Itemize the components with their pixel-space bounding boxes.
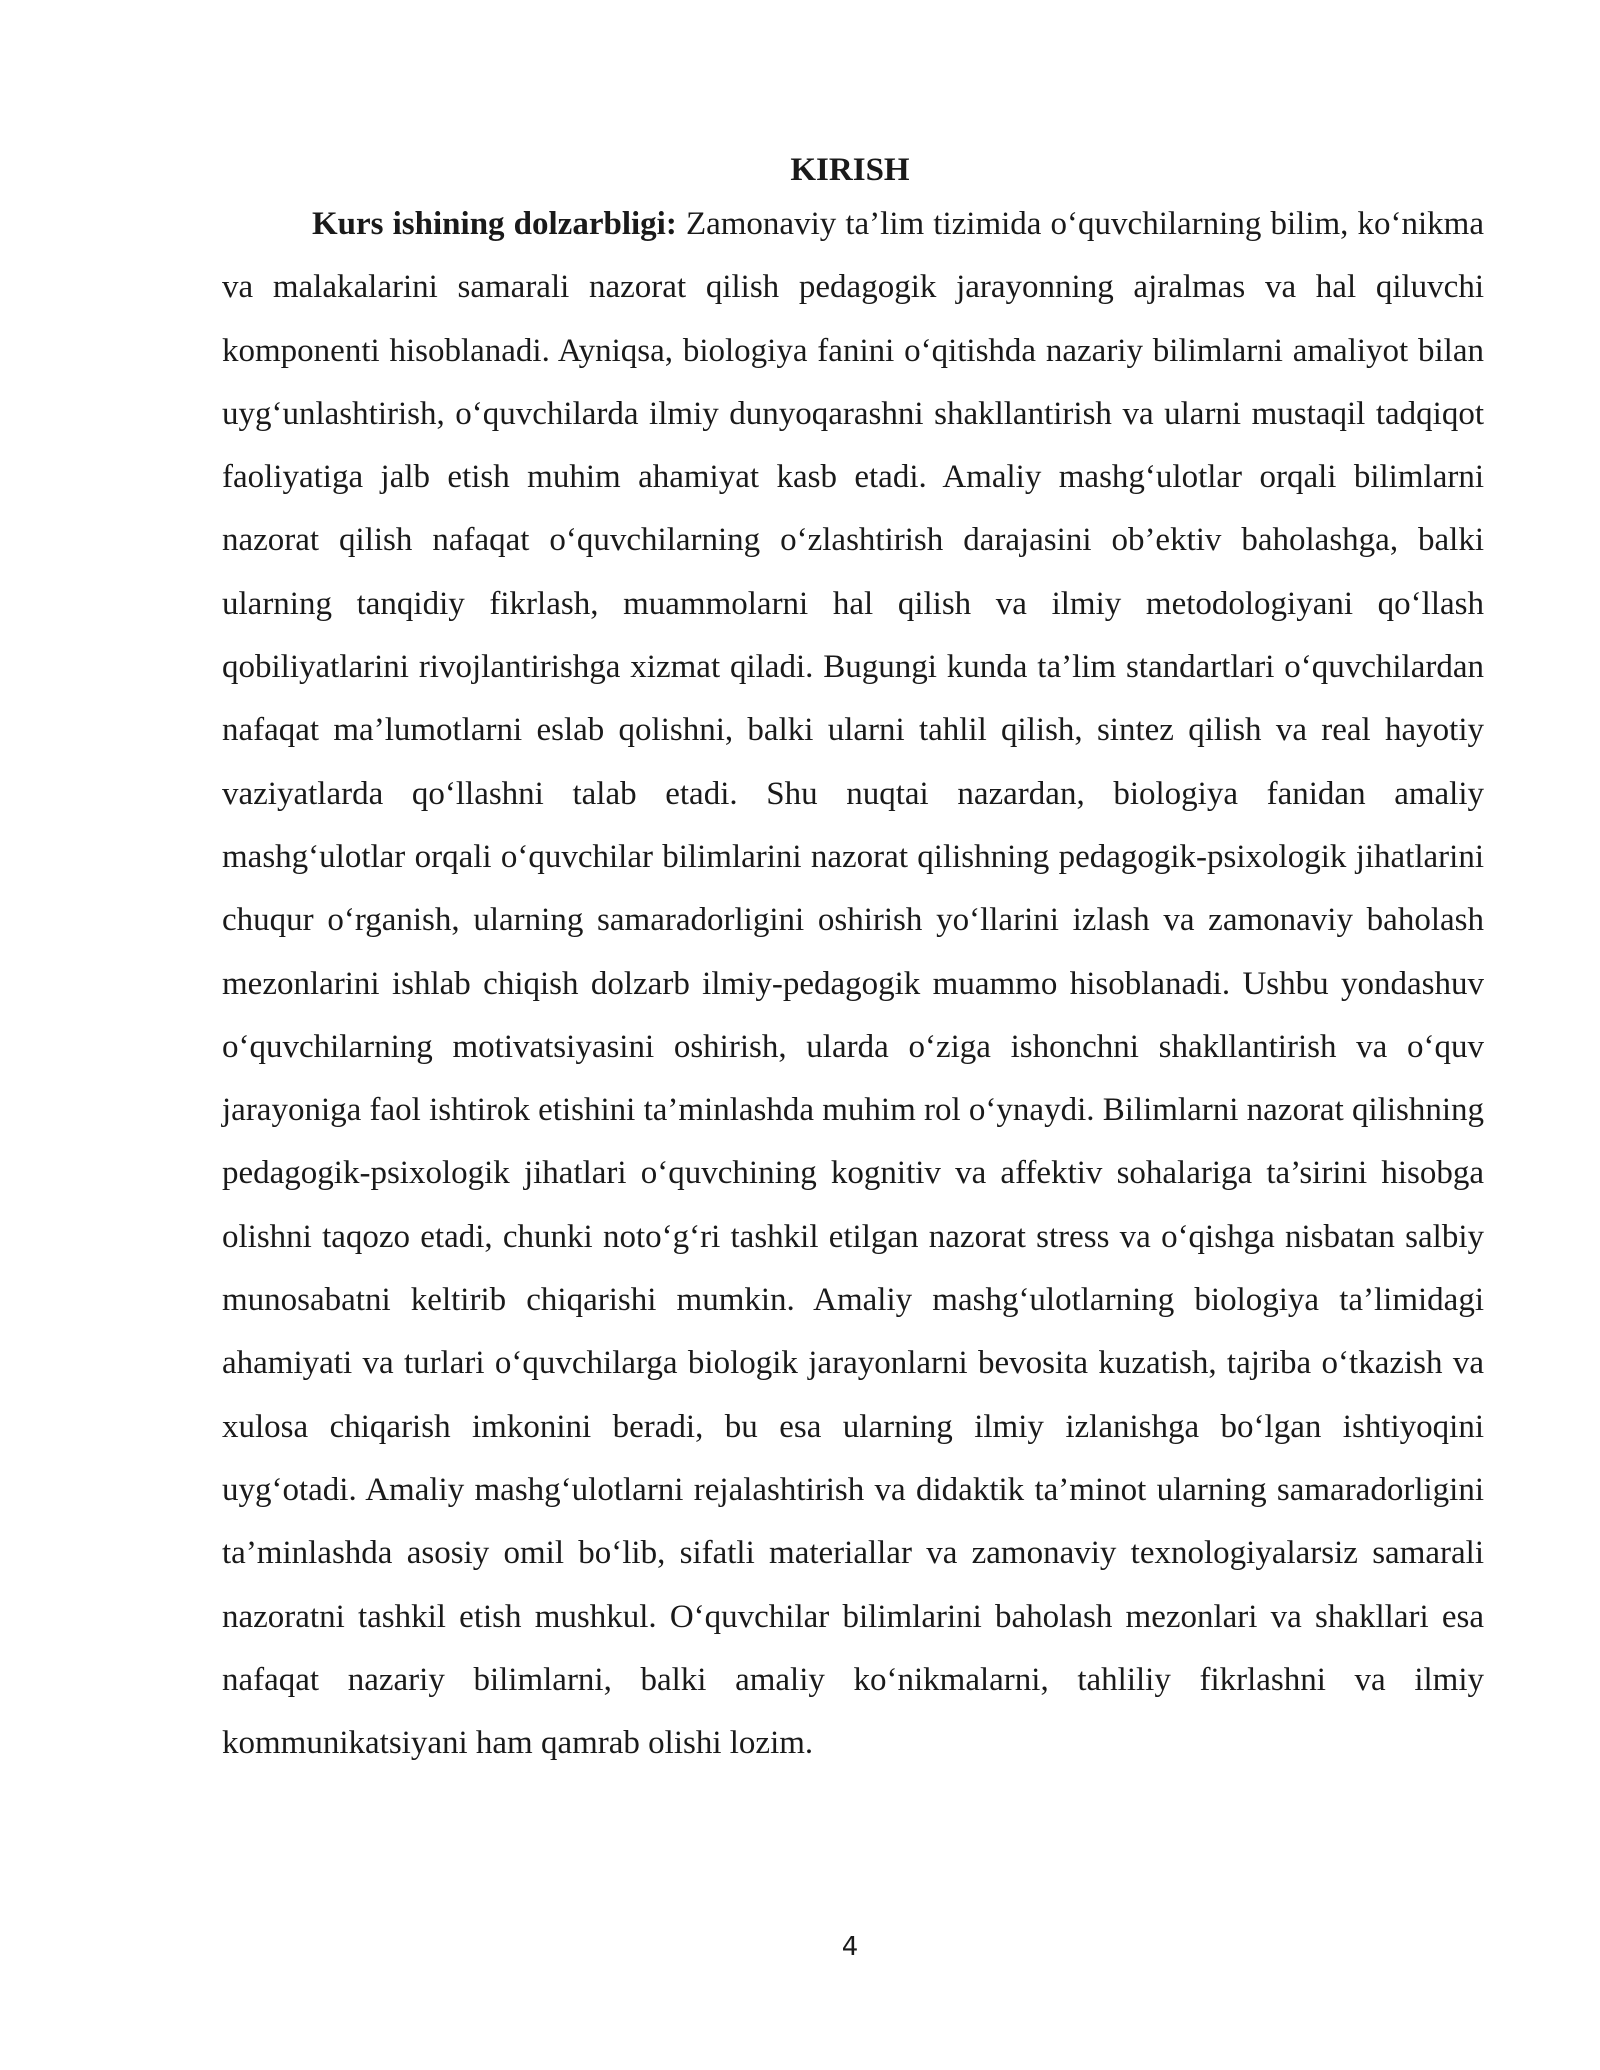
paragraph-lead: Kurs ishining dolzarbligi: [312,206,677,242]
paragraph-text: Zamonaviy ta’lim tizimida o‘quvchilarning bilim, ko‘nikma va malakalarini samarali nazorat qilish pedagogik jarayonning ajralmas va hal qiluvchi komponenti hisoblanadi. Ayniqsa, biologiya fanini o‘qitishda nazariy bilimlarni amaliyot bilan uyg‘unlashtirish, o‘quvchilarda ilmiy dunyoqarashni shakllantirish va ularni mustaqil tadqiqot faoliyatiga jalb etish muhim ahamiyat kasb etadi. Amaliy mashg‘ulotlar orqali bilimlarni nazorat qilish nafaqat o‘quvchilarning o‘zlashtirish darajasini ob’ektiv baholashga, balki ularning tanqidiy fikrlash, muammolarni hal qilish va ilmiy metodologiyani qo‘llash qobiliyatlarini rivojlantirishga xizmat qiladi. Bugungi kunda ta’lim standartlari o‘quvchilardan nafaqat ma’lumotlarni eslab qolishni, balki ularni tahlil qilish, sintez qilish va real hayotiy vaziyatlarda qo‘llashni talab etadi. Shu nuqtai nazardan, biologiya fanidan amaliy mashg‘ulotlar orqali o‘quvchilar bilimlarini nazorat qilishning pedagogik-psixologik jihatlarini chuqur o‘rganish, ularning samaradorligini oshirish yo‘llarini izlash va zamonaviy baholash mezonlarini ishlab chiqish dolzarb ilmiy-pedagogik muammo hisoblanadi. Ushbu yondashuv o‘quvchilarning motivatsiyasini oshirish, ularda o‘ziga ishonchni shakllantirish va o‘quv jarayoniga faol ishtirok etishini ta’minlashda muhim rol o‘ynaydi. Bilimlarni nazorat qilishning pedagogik-psixologik jihatlari o‘quvchining kognitiv va affektiv sohalariga ta’sirini hisobga olishni taqozo etadi, chunki noto‘g‘ri tashkil etilgan nazorat stress va o‘qishga nisbatan salbiy munosabatni keltirib chiqarishi mumkin. Amaliy mashg‘ulotlarning biologiya ta’limidagi ahamiyati va turlari o‘quvchilarga biologik jarayonlarni bevosita kuzatish, tajriba o‘tkazish va xulosa chiqarish imkonini beradi, bu esa ularning ilmiy izlanishga bo‘lgan ishtiyoqini uyg‘otadi. Amaliy mashg‘ulotlarni rejalashtirish va didaktik ta’minot ularning samaradorligini ta’minlashda asosiy omil bo‘lib, sifatli materiallar va zamonaviy texnologiyalarsiz samarali nazoratni tashkil etish mushkul. O‘quvchilar bilimlarini baholash mezonlari va shakllari esa nafaqat nazariy bilimlarni, balki amaliy ko‘nikmalarni, tahliliy fikrlashni va ilmiy kommunikatsiyani ham qamrab olishi lozim. [222,206,1485,1762]
body-paragraph [222,193,1484,1775]
section-heading: KIRISH [790,152,910,188]
page-number: 4 [841,1932,859,1962]
